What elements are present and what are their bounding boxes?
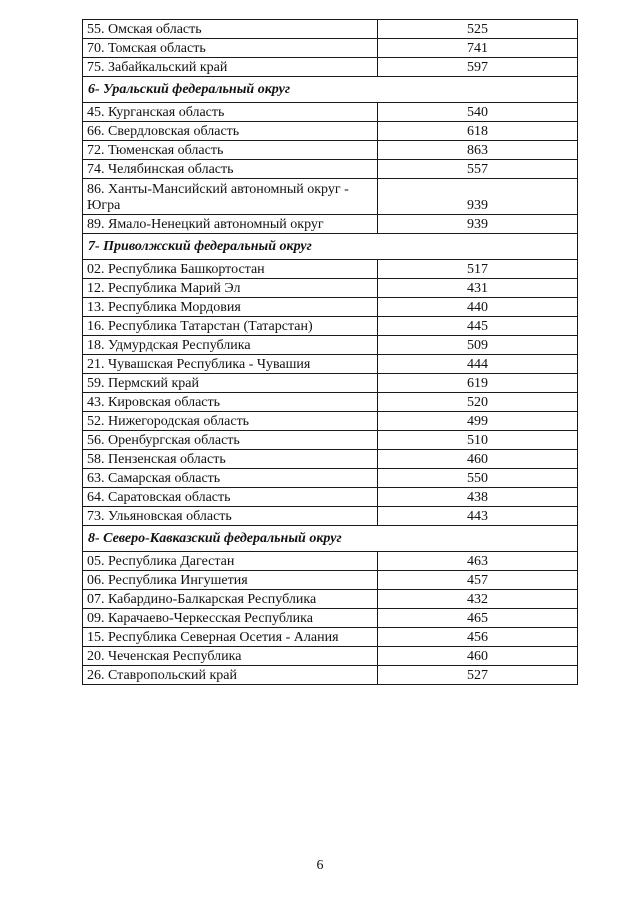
section-header-row: [83, 234, 578, 260]
region-name-cell: 09. Карачаево-Черкесская Республика: [83, 609, 378, 628]
region-value-cell: 463: [378, 552, 578, 571]
regions-table: [82, 19, 578, 685]
table-row: [83, 58, 578, 77]
region-name-cell: 05. Республика Дагестан: [83, 552, 378, 571]
region-value-cell: 939: [378, 179, 578, 215]
table-row: [83, 39, 578, 58]
table-row: [83, 122, 578, 141]
region-value-cell: 863: [378, 141, 578, 160]
region-name-cell: 89. Ямало-Ненецкий автономный округ: [83, 215, 378, 234]
table-row: [83, 431, 578, 450]
table-row: [83, 317, 578, 336]
region-name-cell: 06. Республика Ингушетия: [83, 571, 378, 590]
region-value-cell: 445: [378, 317, 578, 336]
region-value-cell: 444: [378, 355, 578, 374]
region-name-cell: 73. Ульяновская область: [83, 507, 378, 526]
region-value-cell: 741: [378, 39, 578, 58]
region-name-cell: 12. Республика Марий Эл: [83, 279, 378, 298]
table-row: [83, 393, 578, 412]
region-name-cell: 02. Республика Башкортостан: [83, 260, 378, 279]
region-value-cell: 465: [378, 609, 578, 628]
table-row: [83, 469, 578, 488]
region-name-cell: 58. Пензенская область: [83, 450, 378, 469]
table-row: [83, 628, 578, 647]
page-number: 6: [316, 858, 324, 873]
region-value-cell: 431: [378, 279, 578, 298]
region-name-cell: 70. Томская область: [83, 39, 378, 58]
table-row: [83, 488, 578, 507]
table-row: [83, 507, 578, 526]
region-name-cell: 07. Кабардино-Балкарская Республика: [83, 590, 378, 609]
region-value-cell: 456: [378, 628, 578, 647]
table-row: [83, 355, 578, 374]
table-row: [83, 336, 578, 355]
table-row: [83, 571, 578, 590]
table-row: [83, 260, 578, 279]
region-value-cell: 460: [378, 647, 578, 666]
region-value-cell: 557: [378, 160, 578, 179]
table-row: [83, 279, 578, 298]
table-row: [83, 179, 578, 215]
region-value-cell: 440: [378, 298, 578, 317]
region-name-cell: 59. Пермский край: [83, 374, 378, 393]
region-value-cell: 618: [378, 122, 578, 141]
table-row: [83, 609, 578, 628]
region-value-cell: 597: [378, 58, 578, 77]
region-name-cell: 15. Республика Северная Осетия - Алания: [83, 628, 378, 647]
region-value-cell: 443: [378, 507, 578, 526]
table-row: [83, 552, 578, 571]
section-header-row: [83, 526, 578, 552]
table-row: [83, 666, 578, 685]
region-value-cell: 517: [378, 260, 578, 279]
table-row: [83, 215, 578, 234]
section-title: 7- Приволжский федеральный округ: [83, 234, 578, 260]
region-name-cell: 75. Забайкальский край: [83, 58, 378, 77]
region-name-cell: 56. Оренбургская область: [83, 431, 378, 450]
region-name-cell: 74. Челябинская область: [83, 160, 378, 179]
table-row: [83, 374, 578, 393]
region-name-cell: 63. Самарская область: [83, 469, 378, 488]
region-value-cell: 438: [378, 488, 578, 507]
regions-table-body: [83, 20, 578, 685]
table-row: [83, 141, 578, 160]
section-title: 8- Северо-Кавказский федеральный округ: [83, 526, 578, 552]
region-name-cell: 72. Тюменская область: [83, 141, 378, 160]
section-header-row: [83, 77, 578, 103]
table-row: [83, 103, 578, 122]
region-name-cell: 52. Нижегородская область: [83, 412, 378, 431]
region-value-cell: 550: [378, 469, 578, 488]
region-value-cell: 525: [378, 20, 578, 39]
region-value-cell: 540: [378, 103, 578, 122]
table-row: [83, 450, 578, 469]
table-row: [83, 647, 578, 666]
table-row: [83, 160, 578, 179]
region-value-cell: 457: [378, 571, 578, 590]
region-name-cell: 20. Чеченская Республика: [83, 647, 378, 666]
region-name-cell: 21. Чувашская Республика - Чувашия: [83, 355, 378, 374]
region-value-cell: 619: [378, 374, 578, 393]
table-row: [83, 412, 578, 431]
region-value-cell: 510: [378, 431, 578, 450]
region-name-cell: 43. Кировская область: [83, 393, 378, 412]
region-value-cell: 432: [378, 590, 578, 609]
region-name-cell: 55. Омская область: [83, 20, 378, 39]
region-value-cell: 460: [378, 450, 578, 469]
region-value-cell: 520: [378, 393, 578, 412]
region-value-cell: 499: [378, 412, 578, 431]
region-name-cell: 13. Республика Мордовия: [83, 298, 378, 317]
region-name-cell: 26. Ставропольский край: [83, 666, 378, 685]
table-row: [83, 590, 578, 609]
region-value-cell: 939: [378, 215, 578, 234]
region-name-cell: 66. Свердловская область: [83, 122, 378, 141]
region-value-cell: 509: [378, 336, 578, 355]
region-name-cell: 64. Саратовская область: [83, 488, 378, 507]
region-value-cell: 527: [378, 666, 578, 685]
region-name-cell: 86. Ханты-Мансийский автономный округ - Югра: [83, 179, 378, 215]
table-row: [83, 20, 578, 39]
section-title: 6- Уральский федеральный округ: [83, 77, 578, 103]
table-row: [83, 298, 578, 317]
region-name-cell: 45. Курганская область: [83, 103, 378, 122]
region-name-cell: 16. Республика Татарстан (Татарстан): [83, 317, 378, 336]
region-name-cell: 18. Удмурдская Республика: [83, 336, 378, 355]
